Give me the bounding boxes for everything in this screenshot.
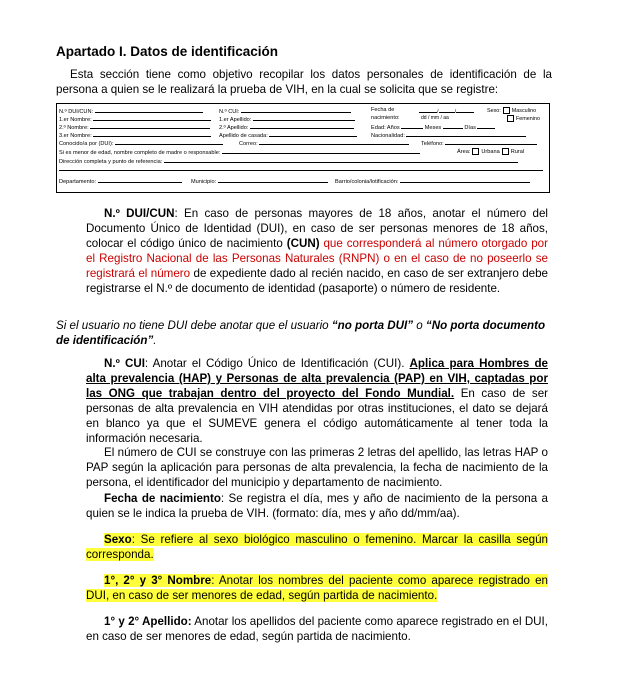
note-text-3: . [153, 334, 157, 347]
paragraph-fecha-nacimiento [86, 491, 548, 521]
form-row-7 [59, 157, 547, 165]
text-cui-1: : Anotar el Código Único de Identificación (CUI). [144, 357, 410, 370]
label-conocido: Conocido/a por (DUI): [59, 141, 114, 147]
label-correo: Correo: [239, 141, 258, 147]
label-nacionalidad: Nacionalidad: [371, 133, 405, 139]
label-apellido1: 1.er Apellido: [219, 117, 252, 123]
paragraph-sexo [86, 532, 548, 562]
note-bold-1: “no porta DUI” [331, 319, 414, 332]
label-barrio: Barrio/colonia/lotificación: [335, 179, 399, 185]
paragraph-nombres [86, 573, 548, 603]
label-sexo: Sexo: [487, 108, 501, 114]
text-sexo: : Se refiere al sexo biológico masculino o femenino. Marcar la casilla según corresponda. [86, 533, 548, 561]
label-telefono: Teléfono: [421, 141, 444, 147]
term-dui-cun: N.º DUI/CUN [104, 207, 175, 220]
text-cui-underlined: Aplica para Hombres de alta prevalencia (HAP) y Personas de alta prevalencia (PAP) en VIH, captadas por las ONG que trabajan dentro del proyecto del Fondo Mundial. [86, 357, 548, 400]
form-row-5 [59, 139, 547, 147]
form-row-8 [59, 177, 547, 185]
label-aa: aa [443, 115, 449, 121]
label-dui: N.º DUI/CUN: [59, 109, 94, 115]
term-cui: N.º CUI [104, 357, 145, 370]
label-urbana: Urbana [481, 148, 500, 155]
form-row-3 [59, 123, 547, 131]
term-nombres: 1°, 2° y 3° Nombre [104, 574, 212, 587]
form-row-6 [59, 148, 547, 156]
form-row-2: 1.er Nombre: 1.er Apellido: nacimiento: dd / mm / aa [59, 115, 449, 123]
label-mm: mm [430, 115, 440, 121]
label-fecha: Fecha de [371, 107, 395, 113]
label-casada: Apellido de casada: [219, 133, 268, 139]
text-dui-red: que corresponderá al número otorgado por el Registro Nacional de las Personas Naturales (RNPN) o en el caso de no poseerlo se registrará el número [86, 237, 548, 280]
note-text-2: o [413, 319, 426, 332]
form-row-1: N.º DUI/CUN: N.º CUI: Fecha de / / [59, 107, 547, 115]
form-row-7b [59, 165, 547, 173]
term-apellidos: 1° y 2° Apellido: [104, 615, 192, 628]
term-sexo: Sexo [104, 533, 132, 546]
term-fecha-nacimiento: Fecha de nacimiento [104, 492, 221, 505]
text-dui-3: de expediente dado al recién nacido, en caso de ser extranjero debe registrarse el N.º de documento de identidad (pasaporte) o número de residente. [86, 267, 549, 295]
label-direccion: Dirección completa y punto de referencia: [59, 159, 163, 165]
form-row-4 [59, 131, 547, 139]
text-apellidos: Anotar los apellidos del paciente como aparece registrado en el DUI, en caso de ser menores de edad, según partida de nacimiento. [86, 615, 548, 643]
label-nombre2: 2.º Nombre: [59, 125, 89, 131]
text-cui-2: En caso de ser personas de alta prevalencia en VIH atendidas por otras instituciones, el dato se dejará en blanco ya que el SUMEVE genera el código automáticamente al tener toda la información necesaria. [86, 387, 549, 445]
label-dias: Días [464, 125, 476, 131]
note-text-1: Si el usuario no tiene DUI debe anotar que el usuario [56, 319, 332, 332]
note-no-dui [56, 318, 548, 348]
label-nombre1: 1.er Nombre: [59, 117, 92, 123]
label-femenino: Femenino [516, 116, 540, 122]
label-nombre3: 3.er Nombre: [59, 133, 92, 139]
label-municipio: Municipio: [191, 179, 217, 185]
checkbox-rural[interactable] [502, 148, 509, 155]
label-departamento: Departamento: [59, 179, 97, 185]
label-edad: Edad: Años [371, 125, 400, 131]
label-meses: Meses [424, 125, 442, 131]
label-dd: dd [421, 115, 427, 121]
text-dui-1: : En caso de personas mayores de 18 años, anotar el número del Documento Único de Identidad (DUI), en caso de ser personas menores de 18 años, colocar el código único de nacimiento [86, 207, 548, 250]
term-cun: (CUN) [286, 237, 320, 250]
intro-paragraph: Esta sección tiene como objetivo recopilar los datos personales de identificación de la persona a quien se le realizará la prueba de VIH, en la cual se solicita que se registre: [56, 68, 552, 96]
paragraph-dui-cun [86, 206, 548, 296]
label-menor: Si es menor de edad, nombre completo de madre o responsable: [59, 150, 221, 156]
identification-form [56, 103, 550, 193]
text-nombres: : Anotar los nombres del paciente como aparece registrado en DUI, en caso de ser menores de edad, según partida de nacimiento. [86, 574, 548, 602]
paragraph-cui-construction: El número de CUI se construye con las primeras 2 letras del apellido, las letras HAP o PAP según la aplicación para personas de alta prevalencia, la fecha de nacimiento de la persona, el identificador del municipio y departamento de nacimiento. [86, 446, 548, 489]
label-apellido2: 2.º Apellido: [219, 125, 249, 131]
label-nacimiento: nacimiento: [371, 115, 400, 121]
section-heading: Apartado I. Datos de identificación [56, 44, 279, 59]
label-masculino: Masculino [511, 108, 537, 114]
checkbox-urbana[interactable] [472, 148, 479, 155]
label-rural: Rural [510, 148, 525, 155]
checkbox-masculino[interactable] [503, 107, 510, 114]
paragraph-cui [86, 356, 548, 446]
text-fecha-nacimiento: : Se registra el día, mes y año de nacimiento de la persona a quien se le indica la prueba de VIH. (formato: día, mes y año dd/mm/aa). [86, 492, 548, 520]
note-bold-2: “No porta documento de identificación” [56, 319, 546, 347]
label-cui: N.º CUI: [219, 109, 240, 115]
paragraph-apellidos [86, 614, 548, 644]
label-area: Área: [457, 148, 471, 155]
